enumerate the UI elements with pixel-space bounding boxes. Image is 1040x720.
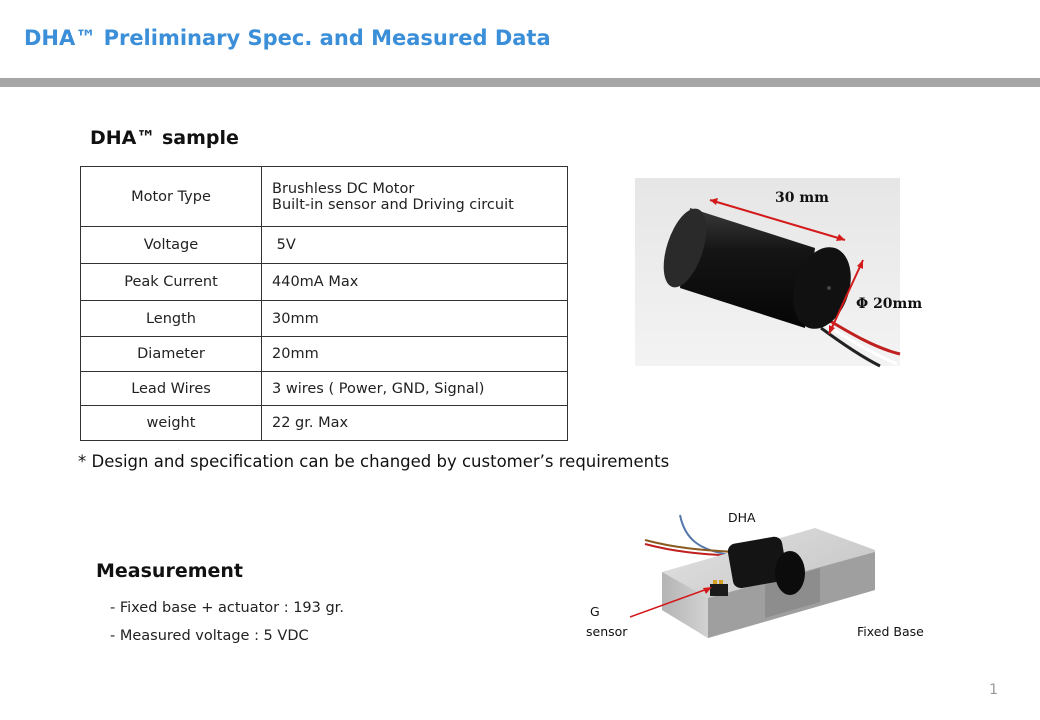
page-number: 1: [989, 682, 998, 698]
spec-value: 440mA Max: [262, 264, 568, 301]
spec-label: Diameter: [81, 337, 262, 372]
fixed-base-photo: [640, 510, 880, 670]
spec-value: 22 gr. Max: [262, 406, 568, 441]
spec-value: 3 wires ( Power, GND, Signal): [262, 372, 568, 406]
fixed-base-label: Fixed Base: [857, 624, 924, 639]
table-row: [81, 406, 568, 441]
spec-note: * Design and specification can be changed by customer’s requirements: [78, 452, 670, 471]
measurement-item: - Measured voltage : 5 VDC: [110, 628, 309, 644]
motor-illustration: [635, 178, 923, 366]
table-row: [81, 372, 568, 406]
g-sensor-label-line2: sensor: [586, 624, 628, 639]
g-sensor-label-line1: G: [590, 604, 600, 619]
spec-label: Lead Wires: [81, 372, 262, 406]
title-divider: [0, 78, 1040, 87]
spec-value: 5V: [262, 227, 568, 264]
spec-value-line: Built-in sensor and Driving circuit: [272, 196, 514, 213]
spec-label: Motor Type: [81, 167, 262, 227]
spec-value: [262, 167, 568, 227]
table-row: [81, 227, 568, 264]
fixed-base-illustration: [640, 510, 880, 670]
spec-value-line: Brushless DC Motor: [272, 180, 415, 197]
measurement-section-title: Measurement: [96, 560, 243, 582]
spec-table: [80, 166, 568, 441]
spec-label: Peak Current: [81, 264, 262, 301]
slide-title: DHA™ Preliminary Spec. and Measured Data: [24, 26, 551, 50]
length-label: 30 mm: [775, 190, 829, 206]
spec-label: weight: [81, 406, 262, 441]
table-row: [81, 337, 568, 372]
spec-label: Voltage: [81, 227, 262, 264]
spec-label: Length: [81, 301, 262, 337]
table-row: [81, 167, 568, 227]
motor-photo: [635, 178, 923, 366]
dha-label: DHA: [728, 510, 756, 525]
diameter-label: Φ 20mm: [856, 296, 923, 312]
measurement-item: - Fixed base + actuator : 193 gr.: [110, 600, 344, 616]
spec-value: 30mm: [262, 301, 568, 337]
sample-section-title: DHA™ sample: [90, 127, 239, 149]
table-row: [81, 264, 568, 301]
table-row: [81, 301, 568, 337]
spec-value: 20mm: [262, 337, 568, 372]
